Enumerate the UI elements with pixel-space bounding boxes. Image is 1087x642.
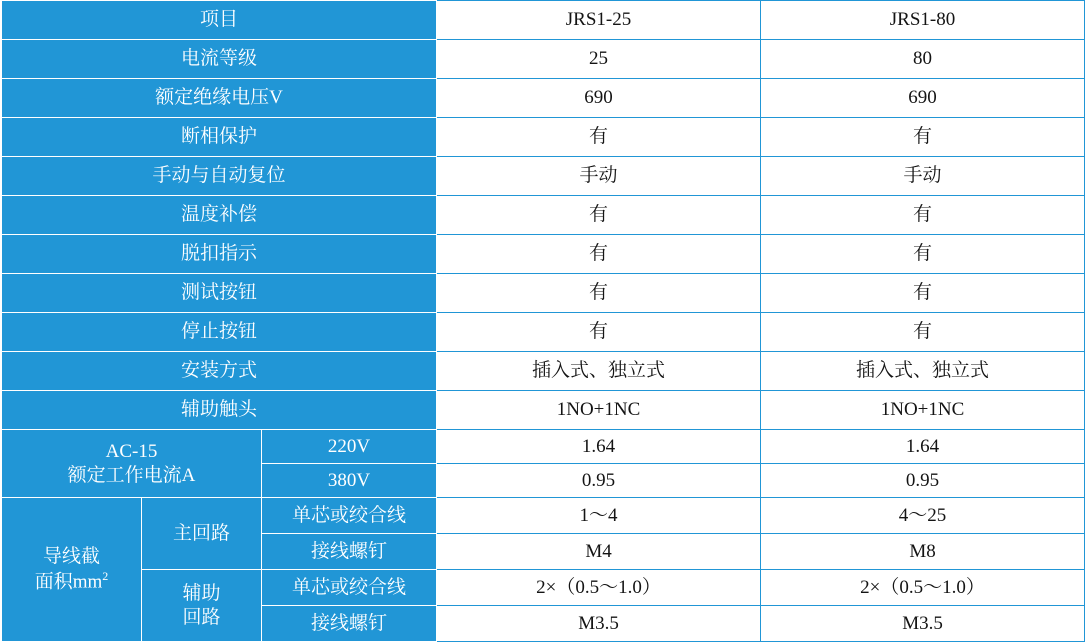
row-label: 断相保护 (2, 118, 437, 157)
table-row (2, 196, 1085, 235)
ac15-group-line1: AC-15 (105, 440, 158, 462)
table-row-ac15-220v (2, 430, 1085, 464)
row-value-col1: 1.64 (437, 430, 761, 464)
row-label: 手动与自动复位 (2, 157, 437, 196)
row-label: 停止按钮 (2, 313, 437, 352)
row-value-col2: 4～25 (761, 498, 1085, 534)
wire-sub-label: 接线螺钉 (262, 534, 437, 570)
table-row (2, 313, 1085, 352)
table-row-wire-aux-core (2, 570, 1085, 606)
wire-aux-circuit-label (142, 570, 262, 642)
specification-table (1, 0, 1085, 642)
row-value-col1: 有 (437, 274, 761, 313)
row-value-col1: 2×（0.5～1.0） (437, 570, 761, 606)
row-value-col2: 有 (761, 196, 1085, 235)
row-value-col1: M3.5 (437, 606, 761, 642)
wire-group-superscript: 2 (102, 568, 109, 583)
table-row (2, 118, 1085, 157)
row-label: 辅助触头 (2, 391, 437, 430)
table-row (2, 235, 1085, 274)
row-value-col1: 1NO+1NC (437, 391, 761, 430)
wire-sub-label: 接线螺钉 (262, 606, 437, 642)
row-value-col1: 有 (437, 235, 761, 274)
header-item-label: 项目 (2, 1, 437, 40)
table-row (2, 352, 1085, 391)
row-value-col1: M4 (437, 534, 761, 570)
row-value-col1: 有 (437, 196, 761, 235)
table-row (2, 79, 1085, 118)
row-label: 脱扣指示 (2, 235, 437, 274)
row-value-col2: 有 (761, 274, 1085, 313)
wire-sub-label: 单芯或绞合线 (262, 570, 437, 606)
row-value-col2: 0.95 (761, 464, 1085, 498)
row-value-col1: 手动 (437, 157, 761, 196)
ac15-sub-label: 380V (262, 464, 437, 498)
row-value-col2: 有 (761, 235, 1085, 274)
table-header-row (2, 1, 1085, 40)
row-label: 安装方式 (2, 352, 437, 391)
row-label: 电流等级 (2, 40, 437, 79)
row-value-col1: 插入式、独立式 (437, 352, 761, 391)
header-col2: JRS1-80 (761, 1, 1085, 40)
wire-main-circuit-label: 主回路 (142, 498, 262, 570)
row-label: 温度补偿 (2, 196, 437, 235)
row-value-col2: 1.64 (761, 430, 1085, 464)
ac15-group-label (2, 430, 262, 498)
wire-aux-line1: 辅助 (182, 582, 221, 604)
row-value-col2: 2×（0.5～1.0） (761, 570, 1085, 606)
table-row (2, 40, 1085, 79)
wire-sub-label: 单芯或绞合线 (262, 498, 437, 534)
row-value-col2: 1NO+1NC (761, 391, 1085, 430)
row-value-col1: 0.95 (437, 464, 761, 498)
row-value-col1: 1～4 (437, 498, 761, 534)
wire-group-line2: 面积$mm^2$ (34, 568, 109, 593)
row-value-col1: 有 (437, 313, 761, 352)
row-value-col2: M3.5 (761, 606, 1085, 642)
row-value-col2: 690 (761, 79, 1085, 118)
row-value-col1: 25 (437, 40, 761, 79)
table-row (2, 274, 1085, 313)
wire-aux-line2: 回路 (182, 606, 221, 628)
table-row (2, 157, 1085, 196)
row-label: 额定绝缘电压V (2, 79, 437, 118)
ac15-group-line2: 额定工作电流A (67, 464, 196, 486)
row-value-col2: 有 (761, 118, 1085, 157)
row-value-col2: 80 (761, 40, 1085, 79)
row-value-col2: M8 (761, 534, 1085, 570)
row-value-col2: 插入式、独立式 (761, 352, 1085, 391)
row-value-col1: 690 (437, 79, 761, 118)
wire-group-line1: 导线截 (42, 546, 100, 568)
row-value-col2: 有 (761, 313, 1085, 352)
row-value-col2: 手动 (761, 157, 1085, 196)
table-row-wire-main-core (2, 498, 1085, 534)
header-col1: JRS1-25 (437, 1, 761, 40)
ac15-sub-label: 220V (262, 430, 437, 464)
row-value-col1: 有 (437, 118, 761, 157)
table-row (2, 391, 1085, 430)
row-label: 测试按钮 (2, 274, 437, 313)
wire-group-label (2, 498, 142, 642)
